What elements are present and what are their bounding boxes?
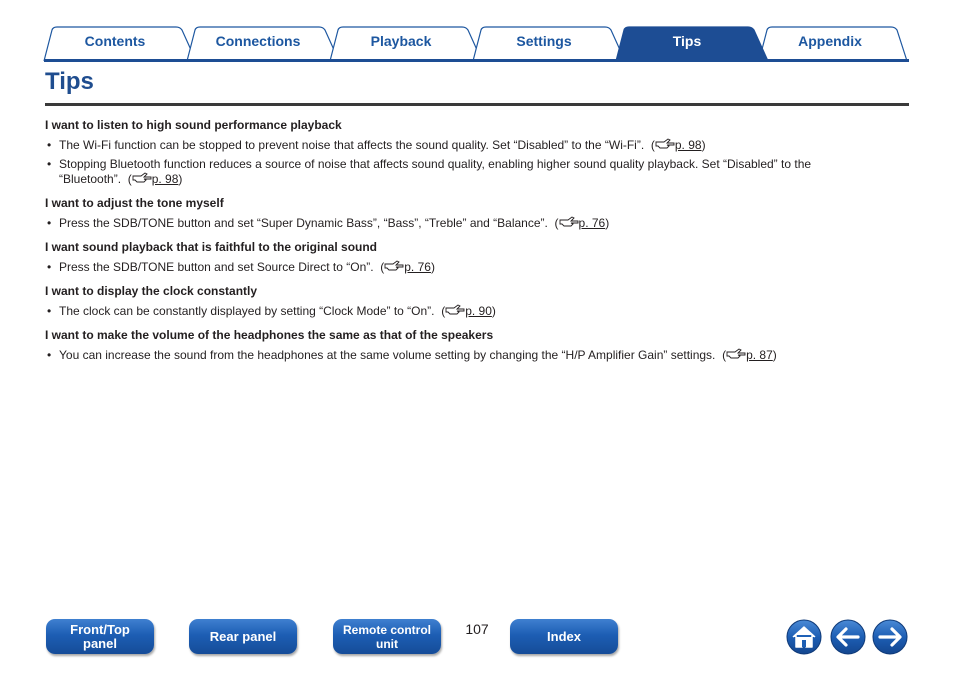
title-divider bbox=[45, 103, 909, 106]
page-reference-icon bbox=[132, 172, 152, 184]
tips-content bbox=[45, 118, 875, 372]
bullet-list bbox=[45, 216, 875, 231]
tab-appendix[interactable]: Appendix bbox=[798, 33, 862, 49]
tab-bar bbox=[0, 0, 954, 64]
tab-playback[interactable]: Playback bbox=[370, 33, 432, 49]
index-label: Index bbox=[547, 628, 581, 644]
section-heading: I want to make the volume of the headphones the same as that of the speakers bbox=[45, 328, 494, 342]
remote-control-unit-line2: unit bbox=[375, 636, 398, 651]
page-reference-icon bbox=[384, 260, 404, 272]
tab-connections[interactable]: Connections bbox=[215, 33, 301, 49]
section-heading: I want to adjust the tone myself bbox=[45, 196, 224, 210]
tab-tips[interactable]: Tips bbox=[672, 33, 702, 49]
rear-panel-label: Rear panel bbox=[209, 628, 277, 644]
bullet-list bbox=[45, 304, 875, 319]
section-heading: I want to listen to high sound performance playback bbox=[45, 118, 342, 132]
bullet-text: Press the SDB/TONE button and set Source Direct to “On”. bbox=[59, 260, 374, 274]
front-top-panel-line1: Front/Top bbox=[70, 621, 130, 637]
remote-control-unit-label bbox=[343, 623, 431, 651]
bullet-list bbox=[45, 348, 875, 363]
home-icon[interactable] bbox=[786, 619, 822, 655]
page-reference-icon bbox=[559, 216, 579, 228]
list-item: • The Wi-Fi function can be stopped to prevent noise that affects the sound quality. Set “Disabled” to the “Wi-Fi”. ( p. 98) bbox=[45, 138, 875, 153]
remote-control-unit-button[interactable] bbox=[333, 619, 441, 654]
page-reference-icon bbox=[726, 348, 746, 360]
bullet-text: Stopping Bluetooth function reduces a source of noise that affects sound quality, enabling higher sound quality playback. Set “Disabled” to the “Bluetooth”. bbox=[59, 157, 812, 186]
forward-arrow-icon[interactable] bbox=[872, 619, 908, 655]
page-reference-icon bbox=[445, 304, 465, 316]
page-number: 107 bbox=[465, 621, 489, 637]
tab-bar-graphics bbox=[0, 0, 954, 64]
list-item: • Press the SDB/TONE button and set Source Direct to “On”. ( p. 76) bbox=[45, 260, 875, 275]
section-clock bbox=[45, 284, 875, 319]
bullet-text: The clock can be constantly displayed by setting “Clock Mode” to “On”. bbox=[59, 304, 435, 318]
section-heading: I want sound playback that is faithful to the original sound bbox=[45, 240, 378, 254]
bullet-list bbox=[45, 138, 875, 187]
section-high-sound bbox=[45, 118, 875, 187]
rear-panel-button[interactable] bbox=[189, 619, 297, 654]
list-item: • Press the SDB/TONE button and set “Super Dynamic Bass”, “Bass”, “Treble” and “Balance”. ( p. 76) bbox=[45, 216, 875, 231]
bullet-text: You can increase the sound from the headphones at the same volume setting by changing the “H/P Amplifier Gain” settings. bbox=[59, 348, 716, 362]
tab-settings[interactable]: Settings bbox=[516, 33, 572, 49]
page-reference-link[interactable]: p. 76 bbox=[578, 216, 606, 230]
list-item: • You can increase the sound from the headphones at the same volume setting by changing the “H/P Amplifier Gain” settings. ( p. 87) bbox=[45, 348, 875, 363]
front-top-panel-label bbox=[70, 623, 130, 651]
section-heading: I want to display the clock constantly bbox=[45, 284, 258, 298]
bullet-list bbox=[45, 260, 875, 275]
remote-control-unit-line1: Remote control bbox=[342, 622, 431, 637]
page-reference-link[interactable]: p. 76 bbox=[404, 260, 431, 274]
list-item: • The clock can be constantly displayed by setting “Clock Mode” to “On”. ( p. 90) bbox=[45, 304, 875, 319]
page-reference-icon bbox=[655, 138, 675, 150]
tab-contents[interactable]: Contents bbox=[84, 33, 146, 49]
bullet-text: Press the SDB/TONE button and set “Super Dynamic Bass”, “Bass”, “Treble” and “Balance”. bbox=[59, 216, 548, 230]
page-reference-link[interactable]: p. 87 bbox=[746, 348, 773, 362]
section-original-sound bbox=[45, 240, 875, 275]
index-button[interactable] bbox=[510, 619, 618, 654]
back-arrow-icon[interactable] bbox=[830, 619, 866, 655]
front-top-panel-line2: panel bbox=[83, 635, 117, 651]
list-item: • Stopping Bluetooth function reduces a source of noise that affects sound quality, enabling higher sound quality playback. Set “Disabled” to the “Bluetooth”. ( p. 98) bbox=[45, 157, 875, 187]
front-top-panel-button[interactable] bbox=[46, 619, 154, 654]
bullet-text: The Wi-Fi function can be stopped to prevent noise that affects the sound quality. Set “Disabled” to the “Wi-Fi”. bbox=[59, 138, 645, 152]
section-headphones bbox=[45, 328, 875, 363]
page-reference-link[interactable]: p. 98 bbox=[151, 172, 179, 186]
page-reference-link[interactable]: p. 98 bbox=[674, 138, 702, 152]
section-adjust-tone bbox=[45, 196, 875, 231]
page-reference-link[interactable]: p. 90 bbox=[465, 304, 492, 318]
page-title: Tips bbox=[45, 68, 94, 95]
